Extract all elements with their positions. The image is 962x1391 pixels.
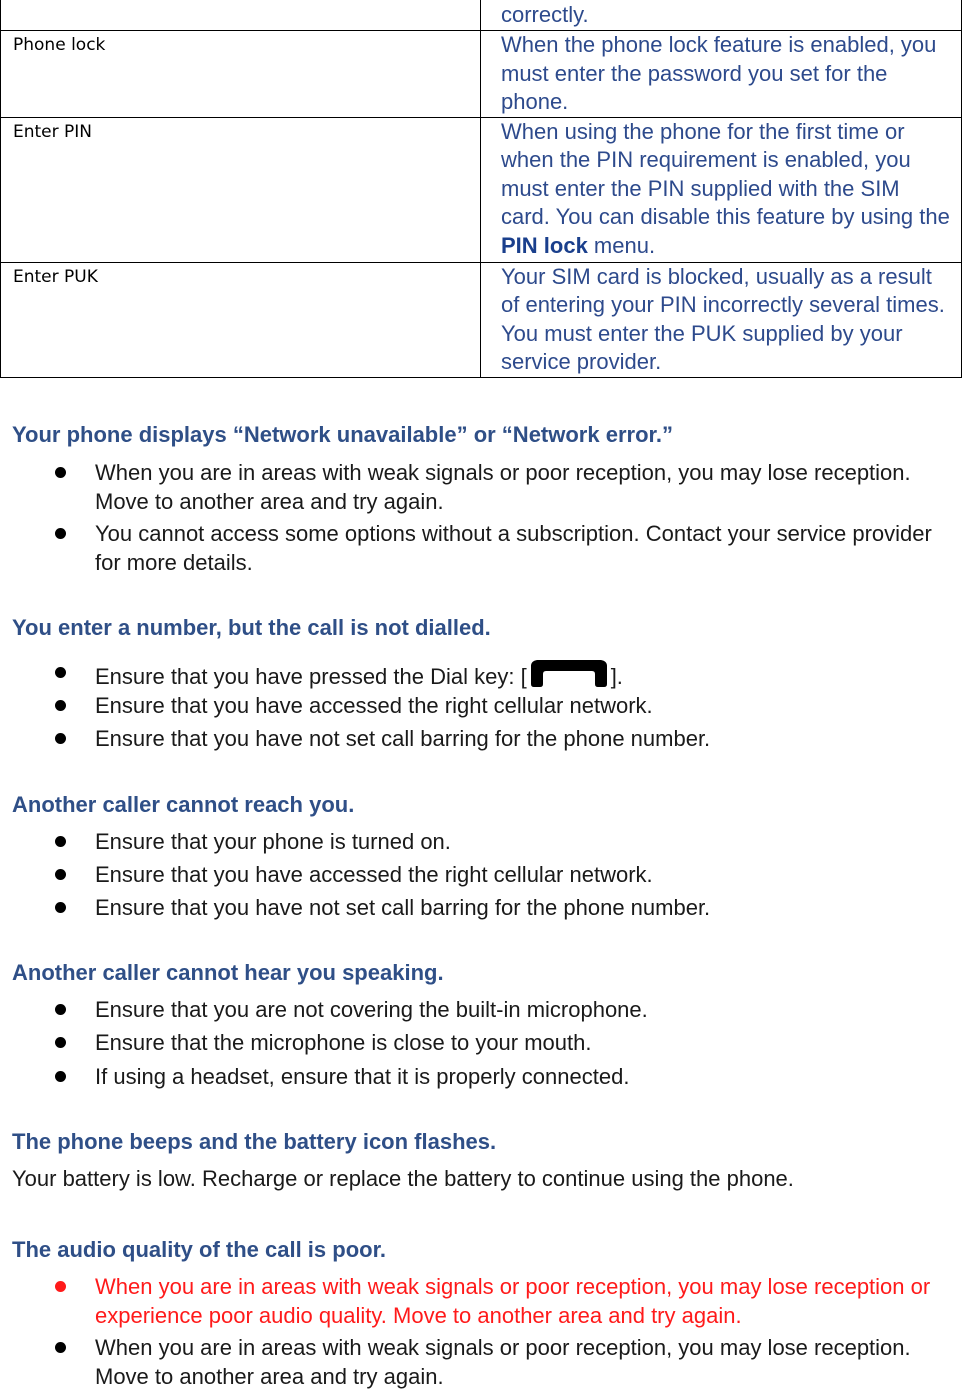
message-code: Enter PUK — [1, 262, 481, 377]
message-description: When using the phone for the first time or when the PIN requirement is enabled, you must enter the PIN supplied with the SIM card. You can disable this feature by using the PIN lock menu. — [481, 117, 962, 262]
message-description: correctly. — [481, 0, 962, 31]
section-heading: Another caller cannot reach you. — [12, 792, 355, 817]
section-heading: You enter a number, but the call is not dialled. — [12, 615, 491, 640]
bullet-icon — [55, 667, 66, 678]
section-heading: The audio quality of the call is poor. — [12, 1237, 387, 1262]
message-description: Your SIM card is blocked, usually as a result of entering your PIN incorrectly several times. You must enter the PUK supplied by your service provider. — [481, 262, 962, 377]
message-description: When the phone lock feature is enabled, you must enter the password you set for the phone. — [481, 31, 962, 118]
bullet-icon — [55, 1071, 66, 1082]
bullet-icon — [55, 467, 66, 478]
message-code — [1, 0, 481, 31]
table-row — [1, 117, 962, 262]
bullet-icon — [55, 700, 66, 711]
message-code: Phone lock — [1, 31, 481, 118]
table-row — [1, 262, 962, 377]
bullet-icon — [55, 1342, 66, 1353]
menu-name: PIN lock — [501, 232, 588, 258]
bullet-icon — [55, 1281, 66, 1292]
bullet-icon — [55, 733, 66, 744]
phone-handset-icon — [527, 658, 611, 695]
section-heading: Your phone displays “Network unavailable” or “Network error.” — [12, 422, 673, 447]
bullet-icon — [55, 869, 66, 880]
bullet-icon — [55, 836, 66, 847]
error-message-table — [0, 0, 962, 378]
bullet-icon — [55, 1004, 66, 1015]
bullet-icon — [55, 1037, 66, 1048]
table-row — [1, 31, 962, 118]
bullet-icon — [55, 902, 66, 913]
section-text: Your battery is low. Recharge or replace the battery to continue using the phone. — [12, 1166, 794, 1191]
section-heading: The phone beeps and the battery icon flashes. — [12, 1129, 497, 1154]
bullet-icon — [55, 528, 66, 539]
message-code: Enter PIN — [1, 117, 481, 262]
table-row — [1, 0, 962, 31]
section-heading: Another caller cannot hear you speaking. — [12, 960, 444, 985]
